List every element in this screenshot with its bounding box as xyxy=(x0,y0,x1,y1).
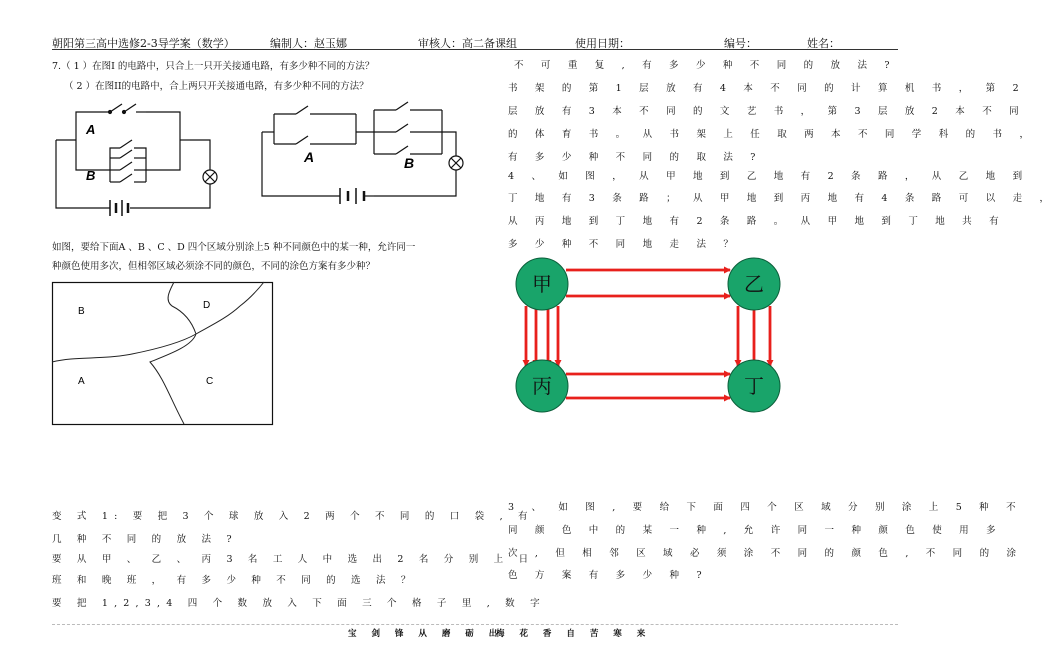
q7-line1: 7.（ 1 ）在图I 的电路中，只合上一只开关接通电路，有多少种不同的方法？ xyxy=(52,61,375,72)
right-line-6: 4 、 如 图 ， 从 甲 地 到 乙 地 有 2 条 路 ， 从 乙 地 到 xyxy=(508,171,1030,182)
node-bing-label: 丙 xyxy=(532,376,552,398)
name-label: 姓名： xyxy=(807,37,840,50)
circuit1-label-a: A xyxy=(86,122,96,137)
right-line-9: 多 少 种 不 同 地 走 法 ？ xyxy=(508,239,741,250)
right-line-1: 不 可 重 复 , 有 多 少 种 不 同 的 放 法 ? xyxy=(514,60,897,71)
node-ding xyxy=(728,360,780,412)
circuit1-label-b: B xyxy=(86,168,96,183)
reviewer-label: 审核人：高二备课组 xyxy=(418,37,517,50)
circuit-diagram-1 xyxy=(50,100,222,222)
node-jia-label: 甲 xyxy=(532,274,552,296)
right-line-8: 从 丙 地 到 丁 地 有 2 条 路 。 从 甲 地 到 丁 地 共 有 xyxy=(508,216,1006,227)
node-jia xyxy=(516,258,568,310)
right-line-4: 的 体 育 书 。 从 书 架 上 任 取 两 本 不 同 学 科 的 书 ， xyxy=(508,129,1037,140)
footer-motto-left: 宝 剑 锋 从 磨 砺 出 xyxy=(348,629,504,639)
q7-line2: （ 2 ）在图II的电路中，合上两只开关接通电路，有多少种不同的方法？ xyxy=(64,81,369,92)
variant-line-4: 班 和 晚 班 ， 有 多 少 种 不 同 的 选 法 ？ xyxy=(52,575,417,586)
circuit-diagram-2 xyxy=(256,100,474,212)
region-d-label: D xyxy=(203,300,211,311)
node-yi-label: 乙 xyxy=(744,274,764,296)
right-line-7: 丁 地 有 3 条 路 ； 从 甲 地 到 丙 地 有 4 条 路 可 以 走 ， xyxy=(508,193,1056,204)
variant-line-2: 几 种 不 同 的 放 法 ? xyxy=(52,534,238,545)
variant-line-1: 变 式 1: 要 把 3 个 球 放 入 2 两 个 不 同 的 口 袋 , 有 xyxy=(52,511,534,522)
route-diagram xyxy=(508,256,798,416)
q3-line-2: 同 颜 色 中 的 某 一 种 , 允 许 同 一 种 颜 色 使 用 多 xyxy=(508,525,1003,536)
node-yi xyxy=(728,258,780,310)
number-label: 编号： xyxy=(724,37,757,50)
region-a-label: A xyxy=(78,376,85,387)
q3-line-1: 3 、 如 图 , 要 给 下 面 四 个 区 域 分 别 涂 上 5 种 不 xyxy=(508,502,1023,513)
variant-line-5: 要 把 1,2,3,4 四 个 数 放 入 下 面 三 个 格 子 里 , 数 字 xyxy=(52,598,546,609)
right-line-2: 书 架 的 第 1 层 放 有 4 本 不 同 的 计 算 机 书 ， 第 2 xyxy=(508,83,1026,94)
map-question-line2: 种颜色使用多次，但相邻区域必须涂不同的颜色，不同的涂色方案有多少种？ xyxy=(52,261,376,272)
page-header xyxy=(52,35,898,50)
circuit2-label-b: B xyxy=(404,155,415,171)
map-question-line1: 如图，要给下面A 、B 、C 、D 四个区域分别涂上5 种不同颜色中的某一种，允许同一 xyxy=(52,242,416,253)
variant-line-3: 要 从 甲 、 乙 、 丙 3 名 工 人 中 选 出 2 名 分 别 上 日 xyxy=(52,554,535,565)
editor-label: 编制人：赵玉娜 xyxy=(270,37,347,50)
footer-divider xyxy=(52,624,898,625)
school-title: 朝阳第三高中选修2-3导学案（数学） xyxy=(52,37,235,50)
node-ding-label: 丁 xyxy=(744,376,764,398)
footer-motto-right: 梅 花 香 自 苦 寒 来 xyxy=(496,629,652,639)
region-map xyxy=(52,282,274,426)
q3-line-3: 次 , 但 相 邻 区 域 必 须 涂 不 同 的 颜 色 , 不 同 的 涂 xyxy=(508,548,1024,559)
circuit2-label-a: A xyxy=(304,149,315,165)
right-line-5: 有 多 少 种 不 同 的 取 法 ? xyxy=(508,152,763,163)
q3-line-4: 色 方 案 有 多 少 种 ? xyxy=(508,570,709,581)
region-c-label: C xyxy=(206,376,214,387)
node-bing xyxy=(516,360,568,412)
date-label: 使用日期： xyxy=(575,37,630,50)
region-b-label: B xyxy=(78,306,85,317)
right-line-3: 层 放 有 3 本 不 同 的 文 艺 书 ， 第 3 层 放 2 本 不 同 xyxy=(508,106,1026,117)
